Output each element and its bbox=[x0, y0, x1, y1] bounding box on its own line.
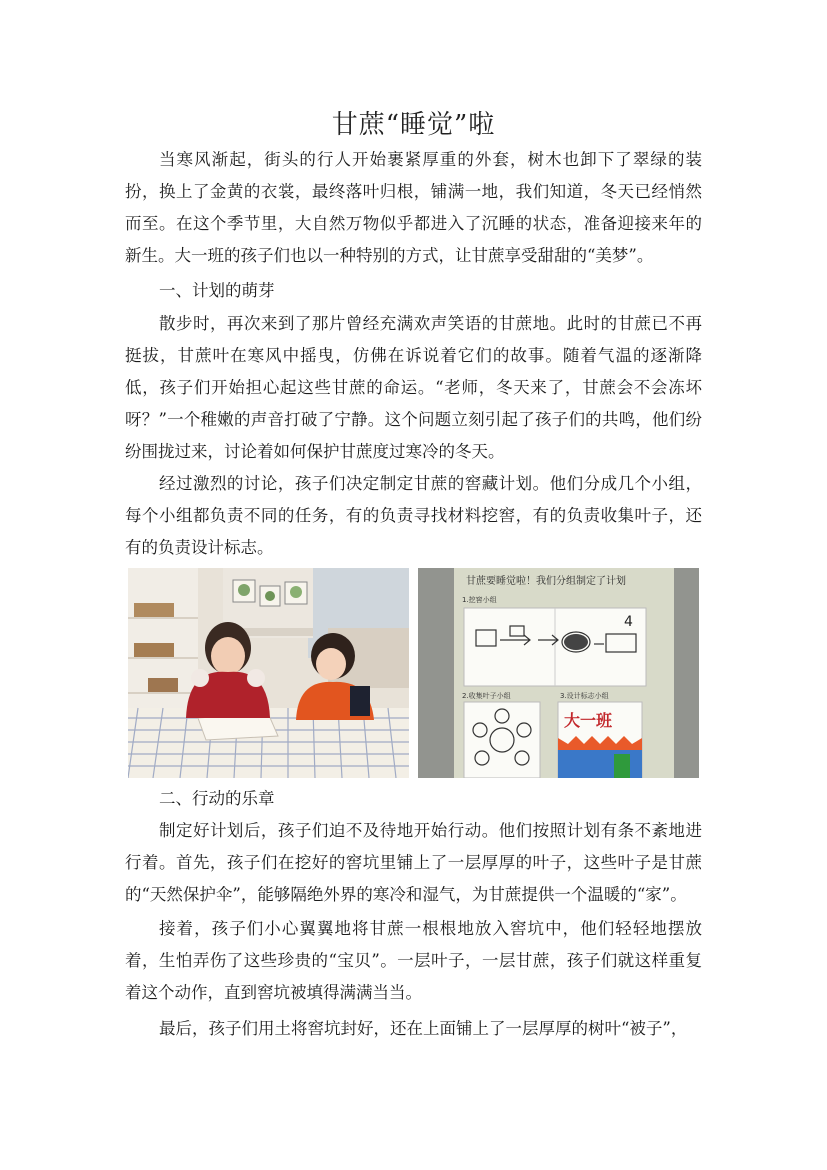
intro-paragraph: 当寒风渐起，街头的行人开始裹紧厚重的外套，树木也卸下了翠绿的装扮，换上了金黄的衣裳，最终落叶归根，铺满一地，我们知道，冬天已经悄然而至。在这个季节里，大自然万物似乎都进入了沉睡的状态，准备迎接来年的新生。大一班的孩子们也以一种特别的方式，让甘蔗享受甜甜的“美梦”。 bbox=[125, 150, 702, 265]
poster-step-number: 4 bbox=[624, 614, 633, 630]
children-photo-image bbox=[128, 568, 409, 778]
poster-sign-text: 大一班 bbox=[564, 711, 613, 730]
page-title: 甘蔗“睡觉”啦 bbox=[331, 110, 496, 140]
action-paragraph-3: 最后，孩子们用土将窖坑封好，还在上面铺上了一层厚厚的树叶“被子”， bbox=[159, 1019, 688, 1038]
poster-header: 甘蔗要睡觉啦！我们分组制定了计划 bbox=[466, 576, 626, 587]
section-heading-action: 二、行动的乐章 bbox=[159, 789, 275, 808]
action-paragraph-2: 接着，孩子们小心翼翼地将甘蔗一根根地放入窖坑中，他们轻轻地摆放着，生怕弄伤了这些珍贵的“宝贝”。一层叶子，一层甘蔗，孩子们就这样重复着这个动作，直到窖坑被填得满满当当。 bbox=[125, 919, 702, 1002]
plan-paragraph-1: 散步时，再次来到了那片曾经充满欢声笑语的甘蔗地。此时的甘蔗已不再挺拔，甘蔗叶在寒风中摇曳，仿佛在诉说着它们的故事。随着气温的逐渐降低，孩子们开始担心起这些甘蔗的命运。“老师，冬天来了，甘蔗会不会冻坏呀？”一个稚嫩的声音打破了宁静。这个问题立刻引起了孩子们的共鸣，他们纷纷围拢过来，讨论着如何保护甘蔗度过寒冷的冬天。 bbox=[125, 314, 702, 461]
plan-paragraph-2: 经过激烈的讨论，孩子们决定制定甘蔗的窖藏计划。他们分成几个小组，每个小组都负责不同的任务，有的负责寻找材料挖窖，有的负责收集叶子，还有的负责设计标志。 bbox=[125, 474, 702, 557]
poster-section-1: 1.挖窖小组 bbox=[462, 596, 497, 604]
plan-poster-image bbox=[418, 568, 699, 778]
section-heading-plan: 一、计划的萌芽 bbox=[159, 281, 275, 300]
poster-section-3: 3.设计标志小组 bbox=[560, 692, 609, 700]
children-photo bbox=[128, 568, 409, 778]
poster-section-2: 2.收集叶子小组 bbox=[462, 692, 511, 700]
plan-poster-photo bbox=[418, 568, 699, 778]
action-paragraph-1: 制定好计划后，孩子们迫不及待地开始行动。他们按照计划有条不紊地进行着。首先，孩子们在挖好的窖坑里铺上了一层厚厚的叶子，这些叶子是甘蔗的“天然保护伞”，能够隔绝外界的寒冷和湿气，为甘蔗提供一个温暖的“家”。 bbox=[125, 821, 702, 904]
